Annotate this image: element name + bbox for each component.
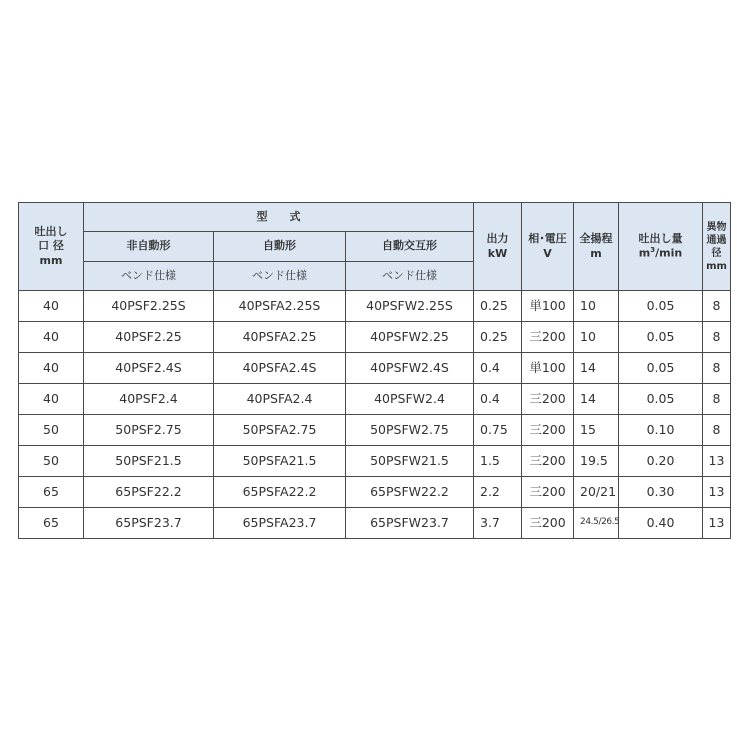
- cell-voltage: 三200: [522, 446, 574, 477]
- header-output: 出力 kW: [474, 203, 522, 291]
- table-row: [19, 477, 731, 508]
- cell-diameter: 40: [19, 291, 84, 322]
- cell-diameter: 50: [19, 446, 84, 477]
- cell-head: 15: [574, 415, 619, 446]
- cell-diameter: 40: [19, 322, 84, 353]
- cell-non-auto-model: 65PSF23.7: [84, 508, 214, 539]
- cell-passage: 8: [703, 415, 731, 446]
- cell-auto-model: 40PSFA2.25S: [214, 291, 346, 322]
- header-non-auto: 非自動形: [84, 232, 214, 262]
- cell-passage: 8: [703, 353, 731, 384]
- cell-output: 0.4: [474, 384, 522, 415]
- cell-alternating-model: 40PSFW2.4: [346, 384, 474, 415]
- cell-non-auto-model: 40PSF2.4: [84, 384, 214, 415]
- cell-alternating-model: 40PSFW2.25S: [346, 291, 474, 322]
- header-auto: 自動形: [214, 232, 346, 262]
- table-row: [19, 415, 731, 446]
- cell-head: 14: [574, 353, 619, 384]
- cell-diameter: 65: [19, 508, 84, 539]
- cell-auto-model: 65PSFA22.2: [214, 477, 346, 508]
- cell-flow: 0.05: [619, 291, 703, 322]
- cell-non-auto-model: 65PSF22.2: [84, 477, 214, 508]
- table-row: [19, 446, 731, 477]
- cell-auto-model: 40PSFA2.4: [214, 384, 346, 415]
- cell-head: 14: [574, 384, 619, 415]
- cell-passage: 13: [703, 446, 731, 477]
- cell-head: 24.5/26.5: [574, 508, 619, 539]
- pump-spec-table: [18, 202, 731, 539]
- cell-non-auto-model: 40PSF2.25S: [84, 291, 214, 322]
- cell-alternating-model: 40PSFW2.4S: [346, 353, 474, 384]
- header-discharge: 吐出し量 $m^3/\min$: [619, 203, 703, 291]
- header-bend-auto: ベンド仕様: [214, 262, 346, 291]
- cell-passage: 8: [703, 384, 731, 415]
- cell-head: 19.5: [574, 446, 619, 477]
- cell-voltage: 単100: [522, 353, 574, 384]
- cell-auto-model: 50PSFA2.75: [214, 415, 346, 446]
- cell-voltage: 三200: [522, 415, 574, 446]
- cell-auto-model: 50PSFA21.5: [214, 446, 346, 477]
- cell-diameter: 40: [19, 384, 84, 415]
- cell-diameter: 40: [19, 353, 84, 384]
- cell-voltage: 三200: [522, 384, 574, 415]
- table-row: [19, 322, 731, 353]
- cell-diameter: 50: [19, 415, 84, 446]
- cell-flow: 0.05: [619, 384, 703, 415]
- cell-auto-model: 65PSFA23.7: [214, 508, 346, 539]
- header-phase-voltage: 相･電圧 V: [522, 203, 574, 291]
- cell-flow: 0.05: [619, 322, 703, 353]
- cell-output: 0.25: [474, 322, 522, 353]
- cell-alternating-model: 50PSFW21.5: [346, 446, 474, 477]
- table-row: [19, 508, 731, 539]
- cell-auto-model: 40PSFA2.25: [214, 322, 346, 353]
- cell-output: 0.75: [474, 415, 522, 446]
- cell-alternating-model: 65PSFW22.2: [346, 477, 474, 508]
- cell-passage: 13: [703, 508, 731, 539]
- cell-flow: 0.10: [619, 415, 703, 446]
- table-row: [19, 291, 731, 322]
- header-model: 型 式: [84, 203, 474, 232]
- cell-voltage: 三200: [522, 508, 574, 539]
- cell-voltage: 三200: [522, 477, 574, 508]
- cell-non-auto-model: 50PSF21.5: [84, 446, 214, 477]
- header-diameter: 吐出し 口 径 mm: [19, 203, 84, 291]
- cell-flow: 0.20: [619, 446, 703, 477]
- cell-output: 0.4: [474, 353, 522, 384]
- cell-head: 10: [574, 291, 619, 322]
- cell-voltage: 三200: [522, 322, 574, 353]
- cell-flow: 0.30: [619, 477, 703, 508]
- table-row: [19, 384, 731, 415]
- header-alternating: 自動交互形: [346, 232, 474, 262]
- cell-output: 3.7: [474, 508, 522, 539]
- header-foreign-matter: 異物 通過径 mm: [703, 203, 731, 291]
- cell-alternating-model: 40PSFW2.25: [346, 322, 474, 353]
- cell-flow: 0.40: [619, 508, 703, 539]
- cell-head: 20/21: [574, 477, 619, 508]
- cell-auto-model: 40PSFA2.4S: [214, 353, 346, 384]
- cell-alternating-model: 50PSFW2.75: [346, 415, 474, 446]
- table-row: [19, 353, 731, 384]
- header-bend-alternating: ベンド仕様: [346, 262, 474, 291]
- cell-head: 10: [574, 322, 619, 353]
- header-total-head: 全揚程 m: [574, 203, 619, 291]
- cell-non-auto-model: 40PSF2.25: [84, 322, 214, 353]
- header-bend-non-auto: ベンド仕様: [84, 262, 214, 291]
- cell-flow: 0.05: [619, 353, 703, 384]
- cell-voltage: 単100: [522, 291, 574, 322]
- cell-output: 1.5: [474, 446, 522, 477]
- cell-alternating-model: 65PSFW23.7: [346, 508, 474, 539]
- cell-passage: 8: [703, 322, 731, 353]
- cell-passage: 8: [703, 291, 731, 322]
- cell-passage: 13: [703, 477, 731, 508]
- cell-output: 2.2: [474, 477, 522, 508]
- cell-output: 0.25: [474, 291, 522, 322]
- cell-diameter: 65: [19, 477, 84, 508]
- cell-non-auto-model: 50PSF2.75: [84, 415, 214, 446]
- cell-non-auto-model: 40PSF2.4S: [84, 353, 214, 384]
